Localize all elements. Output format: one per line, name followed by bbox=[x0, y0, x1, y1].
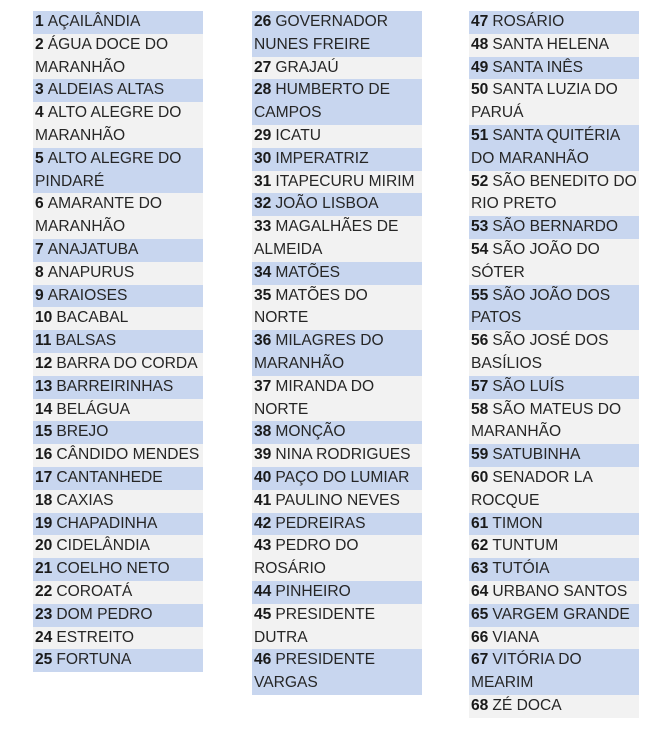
list-item-number: 45 bbox=[254, 605, 272, 623]
list-item bbox=[252, 535, 422, 581]
list-item-name: MONÇÃO bbox=[275, 423, 346, 441]
list-item-number: 5 bbox=[35, 149, 44, 167]
list-item bbox=[33, 34, 203, 80]
list-item-number: 10 bbox=[35, 309, 53, 327]
list-item bbox=[33, 353, 203, 376]
list-item-number: 68 bbox=[471, 696, 489, 714]
list-item-number: 63 bbox=[471, 560, 489, 578]
list-item-name: PAÇO DO LUMIAR bbox=[275, 468, 410, 486]
list-item bbox=[33, 513, 203, 536]
list-item-name: PRESIDENTE DUTRA bbox=[254, 605, 376, 646]
list-item bbox=[252, 421, 422, 444]
list-item-number: 28 bbox=[254, 81, 272, 99]
list-item-number: 39 bbox=[254, 446, 272, 464]
list-item bbox=[469, 239, 639, 285]
list-item-name: ANAPURUS bbox=[47, 263, 135, 281]
list-item bbox=[33, 490, 203, 513]
list-item-name: GRAJAÚ bbox=[275, 58, 339, 76]
list-item-number: 11 bbox=[35, 332, 52, 350]
list-item bbox=[469, 444, 639, 467]
list-item bbox=[252, 649, 422, 695]
municipality-column-1 bbox=[33, 11, 203, 672]
list-item-name: TUTÓIA bbox=[492, 560, 550, 578]
list-item-number: 9 bbox=[35, 286, 44, 304]
list-item bbox=[33, 444, 203, 467]
list-item-name: COROATÁ bbox=[56, 582, 133, 600]
list-item bbox=[252, 57, 422, 80]
list-item-number: 15 bbox=[35, 423, 53, 441]
list-item bbox=[469, 695, 639, 718]
list-item-name: NINA RODRIGUES bbox=[275, 446, 411, 464]
list-item bbox=[33, 558, 203, 581]
list-item-number: 51 bbox=[471, 126, 489, 144]
list-item-name: IMPERATRIZ bbox=[275, 149, 369, 167]
list-item-name: HUMBERTO DE CAMPOS bbox=[254, 81, 391, 122]
list-item-number: 30 bbox=[254, 149, 272, 167]
list-item-number: 3 bbox=[35, 81, 44, 99]
list-item bbox=[469, 330, 639, 376]
list-item bbox=[33, 649, 203, 672]
list-item-name: FORTUNA bbox=[56, 651, 132, 669]
list-item-number: 61 bbox=[471, 514, 489, 532]
list-item bbox=[252, 444, 422, 467]
list-item bbox=[469, 467, 639, 513]
list-item bbox=[469, 79, 639, 125]
list-item-number: 55 bbox=[471, 286, 489, 304]
list-item bbox=[469, 34, 639, 57]
list-item-number: 38 bbox=[254, 423, 272, 441]
list-item-number: 23 bbox=[35, 605, 53, 623]
list-item-number: 27 bbox=[254, 58, 272, 76]
list-item bbox=[33, 193, 203, 239]
list-item-number: 13 bbox=[35, 377, 53, 395]
list-item-name: ROSÁRIO bbox=[492, 13, 565, 30]
list-item bbox=[33, 604, 203, 627]
list-item-number: 34 bbox=[254, 263, 272, 281]
list-item-number: 56 bbox=[471, 332, 489, 350]
list-item bbox=[252, 330, 422, 376]
list-item-name: ANAJATUBA bbox=[47, 240, 139, 258]
list-item-name: SÃO JOSÉ DOS BASÍLIOS bbox=[471, 332, 609, 372]
list-item-name: SÃO MATEUS DO MARANHÃO bbox=[471, 400, 622, 441]
list-item bbox=[252, 171, 422, 194]
list-item-number: 54 bbox=[471, 240, 489, 258]
list-item-number: 49 bbox=[471, 58, 489, 76]
list-item bbox=[469, 604, 639, 627]
list-item-number: 17 bbox=[35, 468, 53, 486]
list-item-number: 32 bbox=[254, 195, 272, 213]
list-item-name: SÃO JOÃO DO SÓTER bbox=[471, 240, 600, 281]
list-item-name: ICATU bbox=[275, 126, 321, 144]
list-item-number: 46 bbox=[254, 651, 272, 669]
list-item bbox=[469, 171, 639, 217]
list-item-name: MIRANDA DO NORTE bbox=[254, 377, 375, 418]
list-item-name: SANTA INÊS bbox=[492, 58, 584, 76]
list-item bbox=[33, 307, 203, 330]
list-item-name: SANTA QUITÉRIA DO MARANHÃO bbox=[471, 126, 620, 167]
list-item-name: DOM PEDRO bbox=[56, 605, 153, 623]
list-item-name: ÁGUA DOCE DO MARANHÃO bbox=[35, 35, 169, 76]
list-item-number: 36 bbox=[254, 332, 272, 350]
list-item-number: 21 bbox=[35, 560, 53, 578]
list-item bbox=[252, 604, 422, 650]
list-item-name: COELHO NETO bbox=[56, 560, 170, 578]
list-item-name: MAGALHÃES DE ALMEIDA bbox=[254, 218, 399, 258]
list-item-name: CAXIAS bbox=[56, 491, 114, 509]
list-item-name: BALSAS bbox=[55, 332, 117, 350]
list-item bbox=[252, 193, 422, 216]
list-item-name: SÃO BENEDITO DO RIO PRETO bbox=[471, 172, 637, 213]
list-item bbox=[33, 330, 203, 353]
list-item-number: 24 bbox=[35, 628, 53, 646]
list-item-number: 19 bbox=[35, 514, 53, 532]
list-item bbox=[33, 535, 203, 558]
list-item-number: 33 bbox=[254, 218, 272, 236]
list-item bbox=[252, 467, 422, 490]
list-item-name: SANTA HELENA bbox=[492, 35, 610, 53]
list-item-number: 48 bbox=[471, 35, 489, 53]
list-item-name: BARREIRINHAS bbox=[56, 377, 174, 395]
list-item-name: SÃO JOÃO DOS PATOS bbox=[471, 286, 611, 327]
list-item-name: SANTA LUZIA DO PARUÁ bbox=[471, 81, 618, 122]
list-item-number: 14 bbox=[35, 400, 53, 418]
list-item bbox=[469, 216, 639, 239]
list-item-name: CHAPADINHA bbox=[56, 514, 158, 532]
list-item-number: 40 bbox=[254, 468, 272, 486]
list-item bbox=[33, 399, 203, 422]
list-item bbox=[33, 148, 203, 194]
list-item-number: 16 bbox=[35, 446, 53, 464]
list-item bbox=[469, 285, 639, 331]
list-item-name: VIANA bbox=[492, 628, 540, 646]
list-item-number: 35 bbox=[254, 286, 272, 304]
list-item-name: CANTANHEDE bbox=[56, 468, 163, 486]
list-item bbox=[252, 11, 422, 57]
list-item-number: 12 bbox=[35, 354, 53, 372]
list-item-number: 44 bbox=[254, 582, 272, 600]
list-item-name: BACABAL bbox=[56, 309, 129, 327]
list-item bbox=[252, 262, 422, 285]
list-item-number: 22 bbox=[35, 582, 53, 600]
list-item-name: MILAGRES DO MARANHÃO bbox=[254, 332, 384, 372]
list-item-number: 37 bbox=[254, 377, 272, 395]
list-item-name: SATUBINHA bbox=[492, 446, 581, 464]
list-item-name: CÂNDIDO MENDES bbox=[56, 446, 200, 464]
list-item-number: 6 bbox=[35, 195, 44, 213]
list-item-number: 8 bbox=[35, 263, 44, 281]
list-item bbox=[469, 125, 639, 171]
list-item bbox=[252, 79, 422, 125]
list-item bbox=[33, 285, 203, 308]
list-item-number: 64 bbox=[471, 582, 489, 600]
list-item-number: 20 bbox=[35, 537, 53, 555]
list-item-name: PAULINO NEVES bbox=[275, 491, 400, 509]
list-item-name: ITAPECURU MIRIM bbox=[275, 172, 415, 190]
list-item-number: 43 bbox=[254, 537, 272, 555]
list-item-name: SÃO BERNARDO bbox=[492, 218, 619, 236]
list-item-name: MATÕES bbox=[275, 263, 341, 281]
list-item bbox=[252, 581, 422, 604]
list-item-name: CIDELÂNDIA bbox=[56, 537, 150, 555]
list-item bbox=[33, 581, 203, 604]
list-item bbox=[469, 581, 639, 604]
list-item bbox=[252, 376, 422, 422]
municipality-column-3 bbox=[469, 11, 639, 718]
list-item-name: ALTO ALEGRE DO PINDARÉ bbox=[35, 149, 182, 190]
list-item bbox=[252, 216, 422, 262]
list-item-number: 29 bbox=[254, 126, 272, 144]
list-item bbox=[469, 535, 639, 558]
list-item-number: 67 bbox=[471, 651, 489, 669]
list-item bbox=[252, 125, 422, 148]
list-item bbox=[469, 57, 639, 80]
list-item-number: 26 bbox=[254, 13, 272, 30]
list-item bbox=[33, 262, 203, 285]
list-item-number: 7 bbox=[35, 240, 44, 258]
list-item-name: JOÃO LISBOA bbox=[275, 195, 379, 213]
list-item-number: 31 bbox=[254, 172, 272, 190]
list-item bbox=[469, 513, 639, 536]
list-item-name: MATÕES DO NORTE bbox=[254, 286, 368, 327]
list-item-name: ALTO ALEGRE DO MARANHÃO bbox=[35, 104, 182, 144]
list-item-name: VITÓRIA DO MEARIM bbox=[471, 651, 582, 692]
list-item-name: TIMON bbox=[492, 514, 543, 532]
list-item bbox=[33, 79, 203, 102]
list-item bbox=[33, 627, 203, 650]
list-item-number: 53 bbox=[471, 218, 489, 236]
list-item-number: 41 bbox=[254, 491, 272, 509]
list-item-number: 52 bbox=[471, 172, 489, 190]
list-item-name: SÃO LUÍS bbox=[492, 377, 565, 395]
list-item-name: AÇAILÂNDIA bbox=[47, 13, 141, 30]
list-item-number: 2 bbox=[35, 35, 44, 53]
list-item-name: AMARANTE DO MARANHÃO bbox=[35, 195, 163, 236]
list-item-number: 59 bbox=[471, 446, 489, 464]
list-item-name: BREJO bbox=[56, 423, 109, 441]
list-item bbox=[469, 376, 639, 399]
list-item-number: 58 bbox=[471, 400, 489, 418]
list-item bbox=[33, 376, 203, 399]
list-item-number: 62 bbox=[471, 537, 489, 555]
list-item-number: 60 bbox=[471, 468, 489, 486]
list-item-name: ZÉ DOCA bbox=[492, 696, 562, 714]
list-item-number: 4 bbox=[35, 104, 44, 122]
list-item bbox=[469, 11, 639, 34]
list-item-name: SENADOR LA ROCQUE bbox=[471, 468, 593, 509]
list-item bbox=[469, 558, 639, 581]
list-item-name: VARGEM GRANDE bbox=[492, 605, 630, 623]
list-item-name: ARAIOSES bbox=[47, 286, 128, 304]
list-item-number: 65 bbox=[471, 605, 489, 623]
list-item-number: 42 bbox=[254, 514, 272, 532]
list-item-name: URBANO SANTOS bbox=[492, 582, 628, 600]
list-item bbox=[469, 627, 639, 650]
list-item bbox=[252, 148, 422, 171]
list-item-name: PEDRO DO ROSÁRIO bbox=[254, 537, 359, 578]
list-item-name: PINHEIRO bbox=[275, 582, 351, 600]
list-item-name: PRESIDENTE VARGAS bbox=[254, 651, 376, 692]
list-item bbox=[469, 399, 639, 445]
list-item bbox=[252, 285, 422, 331]
list-item bbox=[33, 421, 203, 444]
list-item-name: ESTREITO bbox=[56, 628, 135, 646]
list-item bbox=[33, 11, 203, 34]
list-item-name: GOVERNADOR NUNES FREIRE bbox=[254, 13, 388, 53]
list-item bbox=[33, 467, 203, 490]
list-item-number: 50 bbox=[471, 81, 489, 99]
municipality-column-2 bbox=[252, 11, 422, 695]
list-item bbox=[252, 490, 422, 513]
list-item-name: PEDREIRAS bbox=[275, 514, 366, 532]
list-item bbox=[33, 239, 203, 262]
list-item-name: BARRA DO CORDA bbox=[56, 354, 198, 372]
list-item-number: 1 bbox=[35, 13, 44, 30]
list-item-name: TUNTUM bbox=[492, 537, 559, 555]
list-item bbox=[33, 102, 203, 148]
list-item-number: 47 bbox=[471, 13, 489, 30]
list-item-name: BELÁGUA bbox=[56, 400, 131, 418]
list-item-number: 25 bbox=[35, 651, 53, 669]
list-item bbox=[469, 649, 639, 695]
list-item-number: 57 bbox=[471, 377, 489, 395]
list-item-number: 66 bbox=[471, 628, 489, 646]
list-item-name: ALDEIAS ALTAS bbox=[47, 81, 165, 99]
list-item-number: 18 bbox=[35, 491, 53, 509]
list-item bbox=[252, 513, 422, 536]
